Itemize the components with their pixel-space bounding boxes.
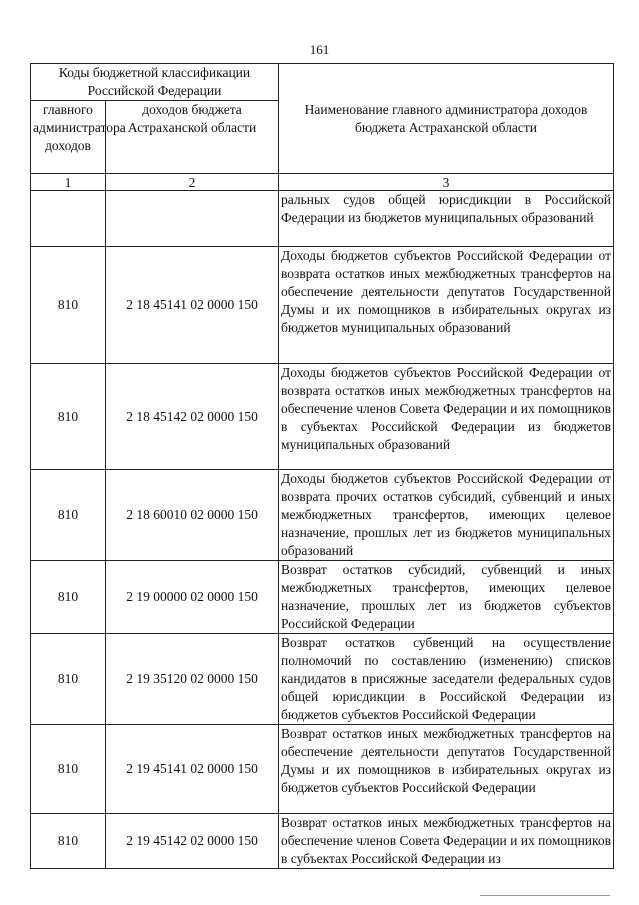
revenue-code: 2 18 60010 02 0000 150	[106, 470, 279, 561]
column-number: 3	[279, 174, 614, 191]
revenue-code: 2 18 45142 02 0000 150	[106, 364, 279, 470]
admin-code: 810	[31, 247, 106, 364]
revenue-code: 2 19 45141 02 0000 150	[106, 725, 279, 814]
header-col3-title: Наименование главного администратора доходов бюджета Астраханской области	[279, 64, 614, 174]
revenue-description: Возврат остатков иных межбюджетных трансфертов на обеспечение деятельности депутатов Государственной Думы и их помощников в избирательных округах из бюджетов субъектов Российской Федерации	[279, 725, 614, 814]
revenue-code	[106, 191, 279, 247]
admin-code: 810	[31, 364, 106, 470]
admin-code: 810	[31, 634, 106, 725]
revenue-code: 2 19 00000 02 0000 150	[106, 561, 279, 634]
revenue-description: Возврат остатков иных межбюджетных трансфертов на обеспечение членов Совета Федерации и их помощников в субъектах Российской Федерации из	[279, 814, 614, 869]
revenue-description: Доходы бюджетов субъектов Российской Федерации от возврата прочих остатков субсидий, субвенций и иных межбюджетных трансфертов, имеющих целевое назначение, прошлых лет из бюджетов муниципальных образований	[279, 470, 614, 561]
revenue-description: Доходы бюджетов субъектов Российской Федерации от возврата остатков иных межбюджетных трансфертов на обеспечение деятельности депутатов Государственной Думы и их помощников в избирательных округах из бюджетов муниципальных образований	[279, 247, 614, 364]
header-col1-title: главного администратора доходов	[31, 101, 106, 174]
header-group-title: Коды бюджетной классификации Российской Федерации	[31, 64, 279, 101]
admin-code	[31, 191, 106, 247]
table-row	[31, 725, 614, 814]
table-row	[31, 470, 614, 561]
header-row-top	[31, 64, 614, 101]
revenue-code: 2 19 45142 02 0000 150	[106, 814, 279, 869]
table-row	[31, 191, 614, 247]
admin-code: 810	[31, 470, 106, 561]
revenue-description: Возврат остатков субвенций на осуществление полномочий по составлению (изменению) списков кандидатов в присяжные заседатели федеральных судов общей юрисдикции в Российской Федерации из бюджетов субъектов Российской Федерации	[279, 634, 614, 725]
admin-code: 810	[31, 561, 106, 634]
table-row	[31, 634, 614, 725]
admin-code: 810	[31, 814, 106, 869]
page-number: 161	[309, 42, 330, 57]
table-row	[31, 364, 614, 470]
column-number: 1	[31, 174, 106, 191]
revenue-description: ральных судов общей юрисдикции в Российской Федерации из бюджетов муниципальных образований	[279, 191, 614, 247]
column-number: 2	[106, 174, 279, 191]
budget-classification-table	[30, 63, 614, 869]
revenue-code: 2 18 45141 02 0000 150	[106, 247, 279, 364]
table-row	[31, 561, 614, 634]
admin-code: 810	[31, 725, 106, 814]
page-edge-line	[480, 895, 610, 896]
column-numbers-row	[31, 174, 614, 191]
table-row	[31, 247, 614, 364]
revenue-description: Возврат остатков субсидий, субвенций и иных межбюджетных трансфертов, имеющих целевое назначение, прошлых лет из бюджетов субъектов Российской Федерации	[279, 561, 614, 634]
revenue-code: 2 19 35120 02 0000 150	[106, 634, 279, 725]
header-col2-title: доходов бюджета Астраханской области	[106, 101, 279, 174]
revenue-description: Доходы бюджетов субъектов Российской Федерации от возврата остатков иных межбюджетных трансфертов на обеспечение членов Совета Федерации и их помощников в субъектах Российской Федерации из бюджетов муниципальных образований	[279, 364, 614, 470]
table-row	[31, 814, 614, 869]
